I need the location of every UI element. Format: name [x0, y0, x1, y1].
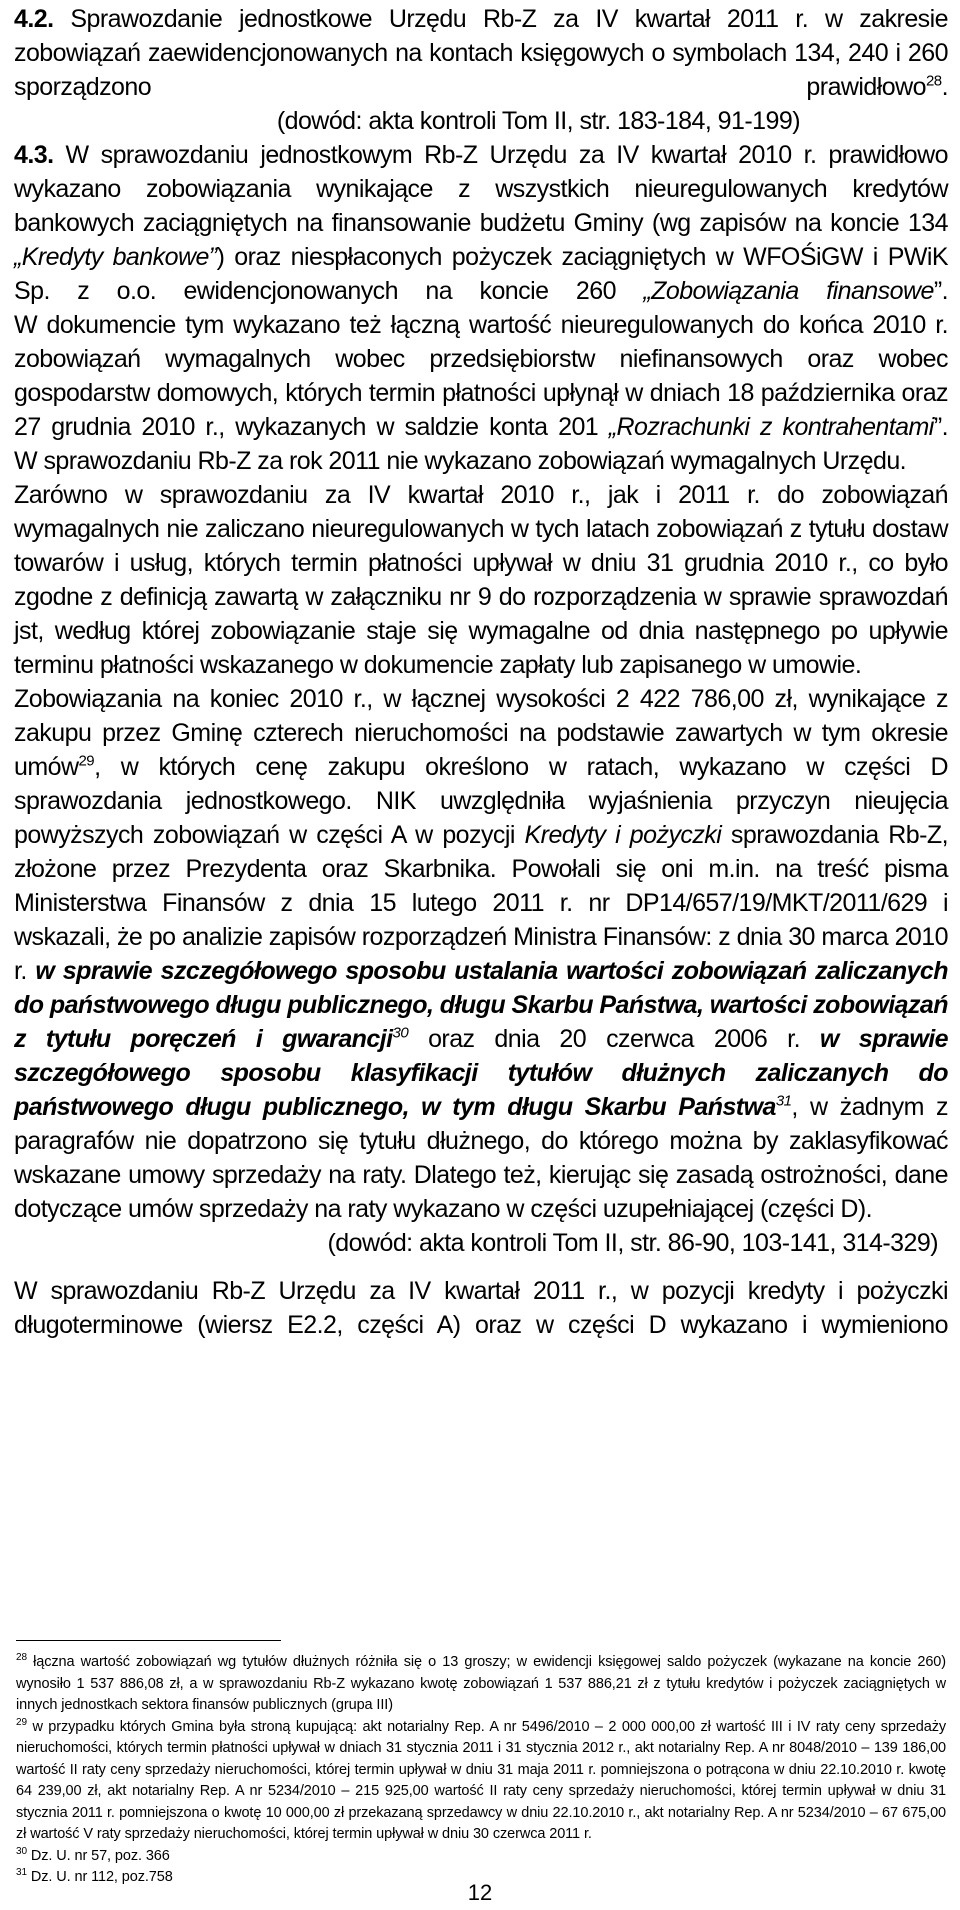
text-run: oraz dnia 20 czerwca 2006 r. [408, 1025, 820, 1053]
footnote-text: Dz. U. nr 57, poz. 366 [30, 1847, 170, 1864]
italic-term: „Rozrachunki z kontrahentami [608, 413, 934, 441]
evidence-ref: (dowód: akta kontroli Tom II, str. 86-90, 103-141, 314-329) [327, 1229, 938, 1257]
section-number: 4.3. [14, 141, 54, 169]
footnote-number: 29 [16, 1716, 27, 1728]
evidence-ref: (dowód: akta kontroli Tom II, str. 183-184, 91-199) [276, 107, 800, 135]
text-run: sprawozdania Rb-Z, złożone przez Prezydenta oraz Skarbnika. Powołali się oni m.in. na treść pisma Ministerstwa Finansów z dnia 15 lutego 2011 r. nr DP14/657/19/MKT/2011/629 i wskazali, że po analizie zapisów rozporządzeń Ministra Finansów: z dnia 30 marca 2010 r. [14, 821, 948, 985]
text-run: W dokumencie tym wykazano też łączną wartość nieuregulowanych do końca 2010 r. zobowiązań wymagalnych wobec przedsiębiorstw niefinansowych oraz wobec gospodarstw domowych, których termin płatności upłynął w dniach 18 października oraz 27 grudnia 2010 r., wykazanych w saldzie konta 201 [14, 311, 948, 441]
text-run: W sprawozdaniu jednostkowym Rb-Z Urzędu za IV kwartał 2010 r. prawidłowo wykazano zobowiązania wynikające z wszystkich nieuregulowanych kredytów bankowych zaciągniętych na finansowanie budżetu Gminy (wg zapisów na koncie 134 [14, 141, 948, 237]
footnote-text: Dz. U. nr 112, poz.758 [30, 1869, 173, 1885]
footnote-ref-31: 31 [775, 1092, 792, 1110]
section-4-2 [14, 2, 948, 104]
regulation-title: w sprawie szczegółowego sposobu ustalania wartości zobowiązań zaliczanych do państwowego długu publicznego, długu Skarbu Państwa, wartości zobowiązań z tytułu poręczeń i gwarancji [14, 957, 948, 1053]
text-run: Zobowiązania na koniec 2010 r., w łącznej wysokości 2 422 786,00 zł, wynikające z zakupu przez Gminę czterech nieruchomości na podstawie zawartych w tym okresie umów [14, 685, 948, 781]
footnote-30 [16, 1846, 946, 1868]
paragraph-4: Zarówno w sprawozdaniu za IV kwartał 2010 r., jak i 2011 r. do zobowiązań wymagalnych nie zaliczano nieuregulowanych w tych latach zobowiązań z tytułu dostaw towarów i usług, których termin płatności upływał w dniu 31 grudnia 2010 r., co było zgodne z definicją zawartą w załączniku nr 9 do rozporządzenia w sprawie sprawozdań jst, według której zobowiązanie staje się wymagalne od dnia następnego po upływie terminu płatności wskazanego w dokumencie zapłaty lub zapisanego w umowie. [14, 481, 948, 679]
paragraph-3: W sprawozdaniu Rb-Z za rok 2011 nie wykazano zobowiązań wymagalnych Urzędu. [14, 447, 907, 475]
footnote-text: w przypadku których Gmina była stroną kupującą: akt notarialny Rep. A nr 5496/2010 – 2 000 000,00 zł wartość III i IV raty ceny sprzedaży nieruchomości, których termin płatności upływał w dniach 31 stycznia 2011 i 31 stycznia 2012 r., akt notarialny Rep. A nr 8048/2010 – 139 186,00 wartość II raty ceny sprzedaży nieruchomości, której termin upływał w dniu 31 maja 2011 r. pomniejszona o potrącona w dniu 22.10.2010 r. kwotę 64 239,00 zł, akt notarialny Rep. A nr 5234/2010 – 215 925,00 wartość II raty ceny sprzedaży nieruchomości, której termin upływał w dniu 31 stycznia 2011 r. pomniejszona o kwotę 10 000,00 zł przekazaną sprzedawcy w dniu 22.10.2010 r., akt notarialny Rep. A nr 5234/2010 – 67 675,00 zł wartość V raty sprzedaży nieruchomości, której termin upływał w dniu 30 czerwca 2011 r. [16, 1718, 946, 1842]
paragraph-1 [14, 138, 948, 308]
footnotes [16, 1652, 946, 1889]
italic-term: Kredyty i pożyczki [524, 821, 722, 849]
text-run: , w których cenę zakupu określono w ratach, wykazano w części D sprawozdania jednostkowego. NIK uwzględniła wyjaśnienia przyczyn nieujęcia powyższych zobowiązań w części A w pozycji [14, 753, 948, 849]
footnote-number: 28 [16, 1652, 27, 1664]
footnote-number: 30 [16, 1845, 27, 1857]
main-text [14, 2, 948, 1342]
text-run: ”. [933, 277, 948, 305]
section-text: Sprawozdanie jednostkowe Urzędu Rb-Z za IV kwartał 2011 r. w zakresie zobowiązań zaewidencjonowanych na kontach księgowych o symbolach 134, 240 i 260 sporządzono prawidłowo [14, 5, 948, 101]
footnote-number: 31 [16, 1867, 27, 1879]
footnote-ref-30: 30 [392, 1024, 409, 1042]
period: . [941, 73, 948, 101]
section-number: 4.2. [14, 5, 54, 33]
regulation-title: w sprawie szczegółowego sposobu klasyfikacji tytułów dłużnych zaliczanych do państwowego długu publicznego, w tym długu Skarbu Państwa [14, 1025, 949, 1121]
footnote-text: łączna wartość zobowiązań wg tytułów dłużnych różniła się o 13 groszy; w ewidencji księgowej saldo pożyczek (wykazane na koncie 260) wynosiło 1 537 886,08 zł, a w sprawozdaniu Rb-Z wykazano kwotę zobowiązań 1 537 886,21 zł z tytułu kredytów i pożyczek zaciągniętych w innych jednostkach sektora finansów publicznych (grupa III) [16, 1654, 946, 1713]
paragraph-6: W sprawozdaniu Rb-Z Urzędu za IV kwartał 2011 r., w pozycji kredyty i pożyczki długoterminowe (wiersz E2.2, części A) oraz w części D wykazano i wymieniono [14, 1277, 948, 1339]
text-run: ”. [933, 413, 948, 441]
footnote-29 [16, 1717, 946, 1846]
footnote-divider [16, 1640, 281, 1641]
paragraph-5 [14, 682, 948, 1226]
footnote-ref-29: 29 [78, 752, 95, 770]
paragraph-2 [14, 308, 948, 444]
text-run: ) oraz niespłaconych pożyczek zaciągniętych w WFOŚiGW i PWiK Sp. z o.o. ewidencjonowanych na koncie 260 [14, 243, 949, 305]
italic-term: „Zobowiązania finansowe [643, 277, 934, 305]
italic-term: „Kredyty bankowe” [14, 243, 217, 271]
spacer [14, 1260, 948, 1274]
footnote-28 [16, 1652, 946, 1717]
text-run: , w żadnym z paragrafów nie dopatrzono się tytułu dłużnego, do którego można by zaklasyfikować wskazane umowy sprzedaży na raty. Dlatego też, kierując się zasadą ostrożności, dane dotyczące umów sprzedaży na raty wykazano w części uzupełniającej (części D). [14, 1093, 948, 1223]
page-number: 12 [467, 1880, 493, 1905]
footnote-ref-28: 28 [926, 72, 942, 90]
